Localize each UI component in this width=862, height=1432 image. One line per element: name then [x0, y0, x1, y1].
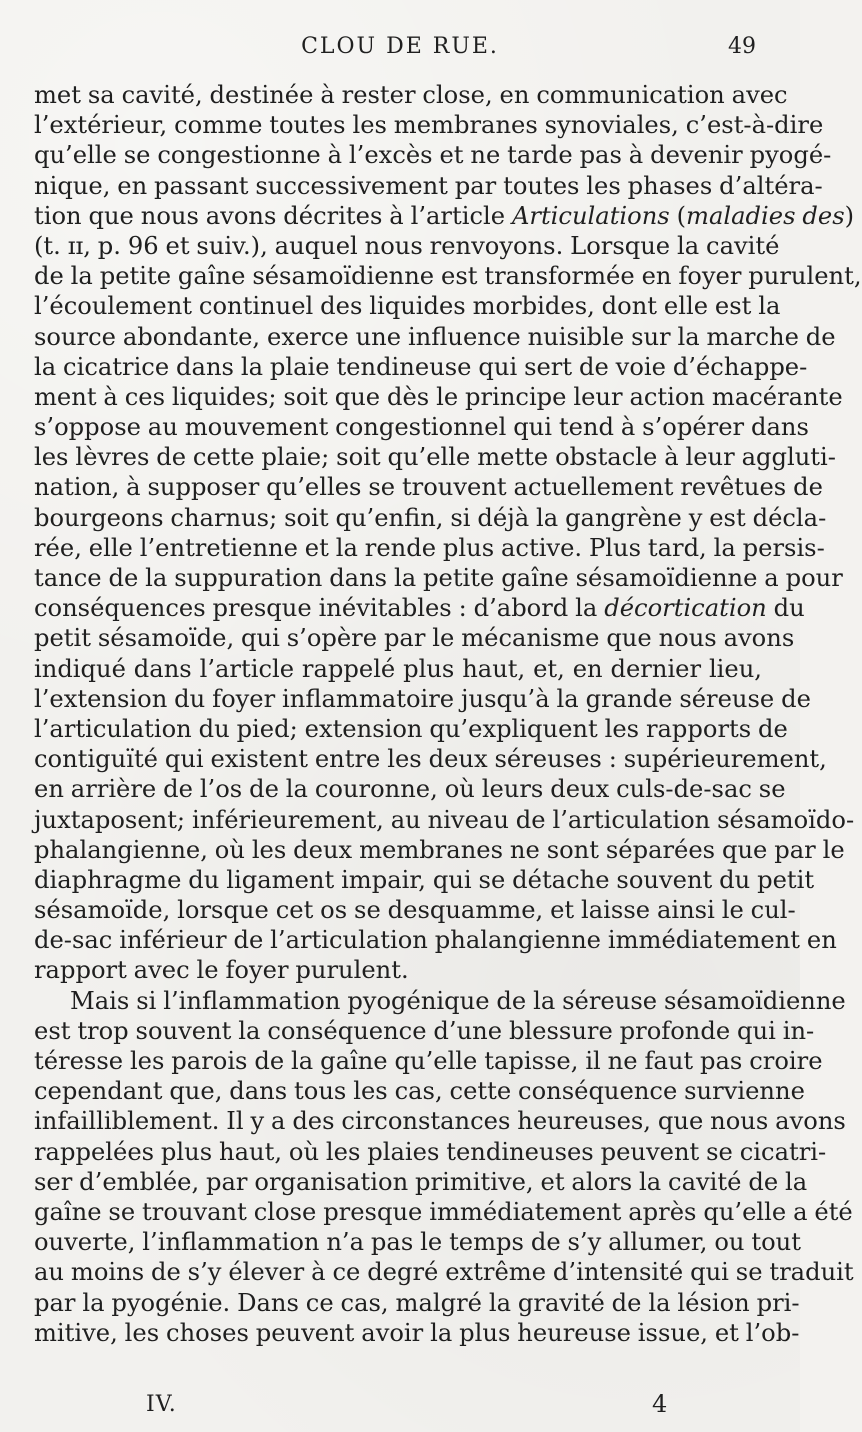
text-segment: (: [669, 201, 687, 230]
text-line: rée, elle l’entretienne et la rende plus active. Plus tard, la persis-: [34, 533, 825, 562]
text-line: met sa cavité, destinée à rester close, en communication avec: [34, 81, 788, 109]
text-line: gaîne se trouvant close presque immédiatement après qu’elle a été: [34, 1197, 853, 1226]
text-line: ment à ces liquides; soit que dès le principe leur action macérante: [34, 382, 843, 411]
paragraph-last-line: rapport avec le foyer purulent.: [34, 956, 409, 985]
text-line: cependant que, dans tous les cas, cette conséquence survienne: [34, 1077, 805, 1106]
text-line: de la petite gaîne sésamoïdienne est transformée en foyer purulent,: [34, 262, 862, 291]
text-line: rappelées plus haut, où les plaies tendineuses peuvent se cicatri-: [34, 1137, 827, 1166]
text-line-with-italics: [34, 593, 805, 623]
italic-term: décortication: [604, 594, 767, 623]
text-line-with-italics: [34, 201, 855, 231]
text-line: ser d’emblée, par organisation primitive, et alors la cavité de la: [34, 1167, 808, 1196]
text-line: nation, à supposer qu’elles se trouvent actuellement revêtues de: [34, 473, 823, 502]
text-line: l’extension du foyer inflammatoire jusqu’à la grande séreuse de: [34, 684, 811, 713]
text-line: en arrière de l’os de la couronne, où leurs deux culs-de-sac se: [34, 775, 786, 804]
text-line: la cicatrice dans la plaie tendineuse qui sert de voie d’échappe-: [34, 352, 808, 381]
text-line: l’extérieur, comme toutes les membranes synoviales, c’est-à-dire: [34, 111, 824, 140]
text-line: ouverte, l’inflammation n’a pas le temps de s’y allumer, ou tout: [34, 1228, 801, 1257]
text-line: bourgeons charnus; soit qu’enfin, si déjà la gangrène y est décla-: [34, 503, 827, 532]
text-line: s’oppose au mouvement congestionnel qui tend à s’opérer dans: [34, 413, 809, 442]
paragraph-first-line: Mais si l’inflammation pyogénique de la séreuse sésamoïdienne: [70, 986, 846, 1015]
italic-term: maladies des: [686, 201, 845, 230]
text-line: nique, en passant successivement par toutes les phases d’altéra-: [34, 171, 823, 200]
text-line: tance de la suppuration dans la petite gaîne sésamoïdienne a pour: [34, 564, 843, 592]
text-line: infailliblement. Il y a des circonstances heureuses, que nous avons: [34, 1107, 846, 1136]
text-segment: conséquences presque inévitables : d’abord la: [34, 594, 605, 623]
sheet-number: 4: [652, 1390, 668, 1418]
text-segment: ): [844, 201, 855, 230]
page-number: 49: [728, 34, 756, 59]
text-line: contiguïté qui existent entre les deux séreuses : supérieurement,: [34, 745, 827, 774]
page-header: [0, 34, 800, 64]
text-line: indiqué dans l’article rappelé plus haut, et, en dernier lieu,: [34, 654, 762, 683]
text-line: juxtaposent; inférieurement, au niveau de l’articulation sésamoïdo-: [34, 805, 855, 834]
text-line: l’articulation du pied; extension qu’expliquent les rapports de: [34, 714, 788, 743]
italic-term: Articulations: [511, 201, 670, 230]
text-line: de-sac inférieur de l’articulation phalangienne immédiatement en: [34, 926, 837, 955]
body-text: [34, 80, 862, 1348]
text-line: par la pyogénie. Dans ce cas, malgré la gravité de la lésion pri-: [34, 1288, 800, 1317]
text-line: (t. ɪɪ, p. 96 et suiv.), auquel nous renvoyons. Lorsque la cavité: [34, 231, 780, 260]
text-line: phalangienne, où les deux membranes ne sont séparées que par le: [34, 835, 845, 864]
running-title: CLOU DE RUE.: [301, 34, 499, 59]
text-line: mitive, les choses peuvent avoir la plus heureuse issue, et l’ob-: [34, 1318, 800, 1347]
text-line: est trop souvent la conséquence d’une blessure profonde qui in-: [34, 1016, 815, 1045]
text-line: au moins de s’y élever à ce degré extrême d’intensité qui se traduit: [34, 1258, 854, 1287]
signature-mark: IV.: [146, 1392, 177, 1417]
text-line: source abondante, exerce une influence nuisible sur la marche de: [34, 322, 836, 351]
text-line: les lèvres de cette plaie; soit qu’elle mette obstacle à leur aggluti-: [34, 443, 836, 472]
text-line: qu’elle se congestionne à l’excès et ne tarde pas à devenir pyogé-: [34, 141, 832, 170]
text-line: l’écoulement continuel des liquides morbides, dont elle est la: [34, 292, 781, 321]
text-line: diaphragme du ligament impair, qui se détache souvent du petit: [34, 865, 815, 894]
text-segment: du: [766, 594, 805, 623]
text-segment: tion que nous avons décrites à l’article: [34, 201, 512, 230]
text-line: téresse les parois de la gaîne qu’elle tapisse, il ne faut pas croire: [34, 1047, 823, 1075]
text-line: petit sésamoïde, qui s’opère par le mécanisme que nous avons: [34, 624, 795, 653]
text-line: sésamoïde, lorsque cet os se desquamme, et laisse ainsi le cul-: [34, 896, 796, 925]
